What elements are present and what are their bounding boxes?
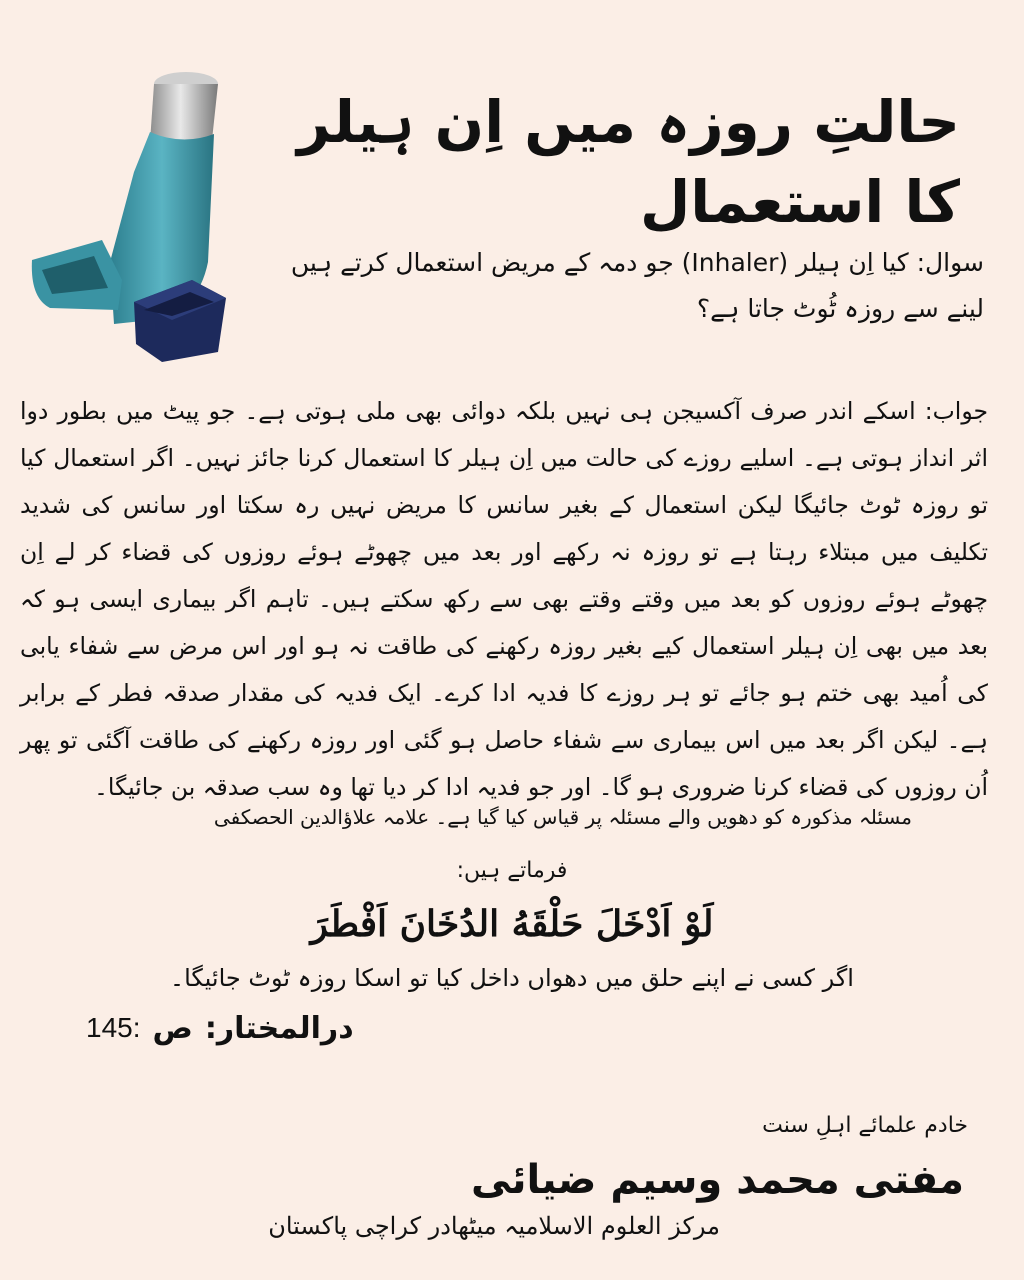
question-text: سوال: کیا اِن ہیلر (Inhaler) جو دمہ کے مریض استعمال کرتے ہیں لینے سے روزہ ٹُوٹ جاتا ہے؟ [290, 248, 984, 323]
arabic-quote: لَوْ اَدْخَلَ حَلْقَهُ الدُخَانَ اَفْطَرَ [310, 903, 714, 945]
masala-text: مسئلہ مذکورہ کو دھویں والے مسئلہ پر قیاس کیا گیا ہے۔ علامہ علاؤالدین الحصکفی [213, 805, 912, 829]
farmate-text: فرماتے ہیں: [456, 858, 568, 883]
inhaler-image [22, 62, 238, 362]
quote-translation: اگر کسی نے اپنے حلق میں دھواں داخل کیا تو اسکا روزہ ٹوٹ جائیگا۔ [170, 964, 854, 992]
book-reference [86, 1006, 386, 1050]
signature-khadim: خادم علمائے اہلِ سنت [762, 1113, 968, 1138]
page-title: حالتِ روزہ میں اِن ہیلر کا استعمال [297, 88, 960, 236]
signature-name: مفتی محمد وسیم ضیائی [470, 1157, 964, 1203]
signature-institute: مرکز العلوم الاسلامیہ میٹھادر کراچی پاکستان [268, 1212, 720, 1240]
reference-page-prefix: ص [152, 1010, 193, 1046]
answer-text: جواب: اسکے اندر صرف آکسیجن ہی نہیں بلکہ دوائی بھی ملی ہوتی ہے۔ جو پیٹ میں بطور دوا اثر انداز ہوتی ہے۔ اسلیے روزے کی حالت میں اِن ہیلر کا استعمال کرنا جائز نہیں۔ اگر استعمال کیا تو روزہ ٹوٹ جائیگا لیکن استعمال کے بغیر سانس کا مریض نہیں رہ سکتا اور سانس کی شدید تکلیف میں مبتلاء رہتا ہے تو روزہ نہ رکھے اور بعد میں چھوٹے ہوئے روزوں کی قضاء کر لے اِن چھوٹے ہوئے روزوں کو بعد میں وقتے وقتے بھی سے رکھ سکتے ہیں۔ تاہم اگر بیماری ایسی ہو کہ بعد میں بھی اِن ہیلر استعمال کیے بغیر روزہ رکھنے کی طاقت نہ ہو اور اس مرض سے شفاء یابی کی اُمید بھی ختم ہو جائے تو ہر روزے کا فدیہ ادا کرے۔ ایک فدیہ کی مقدار صدقہ فطر کے برابر ہے۔ لیکن اگر بعد میں اس بیماری سے شفاء حاصل ہو گئی اور روزہ رکھنے کی طاقت آگئی تو پھر اُن روزوں کی قضاء کرنا ضروری ہو گا۔ اور جو فدیہ ادا کر دیا تھا وہ سب صدقہ بن جائیگا۔ [20, 397, 988, 801]
reference-book: درالمختار: [204, 1010, 354, 1046]
reference-page: 145: [86, 1012, 141, 1043]
